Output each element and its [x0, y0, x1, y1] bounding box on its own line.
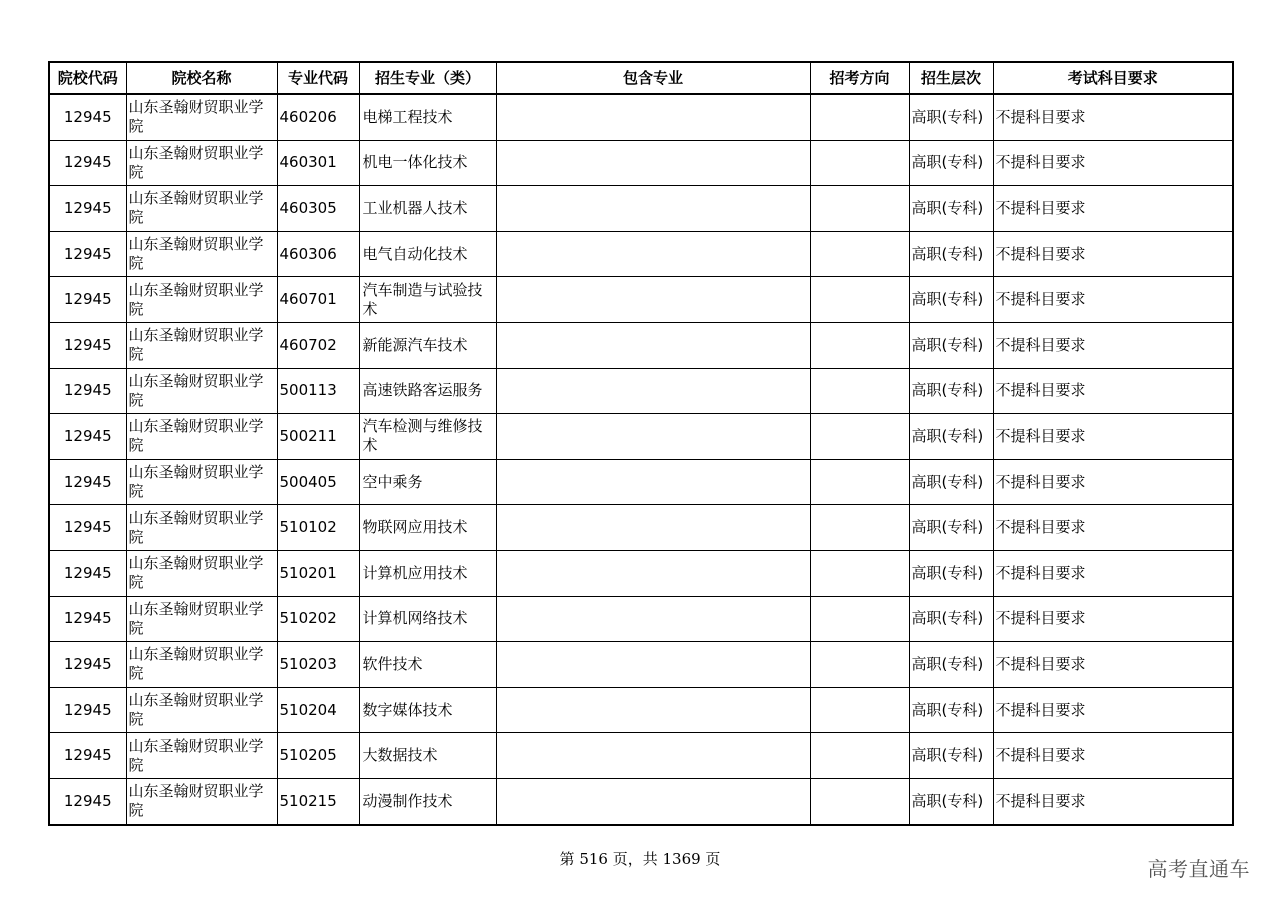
cell-level: 高职(专科) [909, 231, 993, 277]
cell-level: 高职(专科) [909, 94, 993, 140]
cell-level: 高职(专科) [909, 368, 993, 414]
cell-included-majors [496, 94, 810, 140]
cell-included-majors [496, 414, 810, 460]
cell-school-name: 山东圣翰财贸职业学院 [126, 733, 277, 779]
cell-major-code: 460206 [277, 94, 359, 140]
cell-major-code: 500113 [277, 368, 359, 414]
cell-level: 高职(专科) [909, 322, 993, 368]
cell-subject-requirement: 不提科目要求 [993, 550, 1233, 596]
table-row [49, 368, 1233, 414]
cell-school-name: 山东圣翰财贸职业学院 [126, 186, 277, 232]
cell-included-majors [496, 642, 810, 688]
page-number: 第 516 页，共 1369 页 [559, 850, 721, 868]
table-row [49, 642, 1233, 688]
cell-subject-requirement: 不提科目要求 [993, 231, 1233, 277]
cell-level: 高职(专科) [909, 687, 993, 733]
cell-direction [810, 733, 909, 779]
cell-school-name: 山东圣翰财贸职业学院 [126, 596, 277, 642]
cell-school-code: 12945 [49, 231, 126, 277]
watermark-text: 高考直通车 [1147, 857, 1250, 881]
cell-direction [810, 459, 909, 505]
table-row [49, 231, 1233, 277]
table-row [49, 505, 1233, 551]
table-header-row [49, 62, 1233, 94]
cell-school-code: 12945 [49, 277, 126, 323]
cell-subject-requirement: 不提科目要求 [993, 687, 1233, 733]
cell-school-name: 山东圣翰财贸职业学院 [126, 277, 277, 323]
header-direction: 招考方向 [810, 62, 909, 94]
cell-major-code: 510203 [277, 642, 359, 688]
cell-level: 高职(专科) [909, 642, 993, 688]
cell-school-code: 12945 [49, 322, 126, 368]
table-row [49, 414, 1233, 460]
cell-major: 数字媒体技术 [359, 687, 496, 733]
cell-level: 高职(专科) [909, 414, 993, 460]
cell-major: 机电一体化技术 [359, 140, 496, 186]
cell-school-name: 山东圣翰财贸职业学院 [126, 642, 277, 688]
cell-level: 高职(专科) [909, 778, 993, 824]
header-included-majors: 包含专业 [496, 62, 810, 94]
cell-subject-requirement: 不提科目要求 [993, 459, 1233, 505]
cell-included-majors [496, 140, 810, 186]
cell-direction [810, 322, 909, 368]
table-row [49, 687, 1233, 733]
table-row [49, 94, 1233, 140]
cell-direction [810, 414, 909, 460]
cell-school-code: 12945 [49, 140, 126, 186]
cell-school-code: 12945 [49, 778, 126, 824]
cell-major: 汽车制造与试验技术 [359, 277, 496, 323]
cell-included-majors [496, 368, 810, 414]
header-school-code: 院校代码 [49, 62, 126, 94]
table-row [49, 733, 1233, 779]
header-school-name: 院校名称 [126, 62, 277, 94]
cell-subject-requirement: 不提科目要求 [993, 414, 1233, 460]
cell-level: 高职(专科) [909, 186, 993, 232]
cell-school-code: 12945 [49, 687, 126, 733]
cell-level: 高职(专科) [909, 733, 993, 779]
cell-major-code: 510205 [277, 733, 359, 779]
cell-subject-requirement: 不提科目要求 [993, 733, 1233, 779]
cell-direction [810, 778, 909, 824]
cell-major: 工业机器人技术 [359, 186, 496, 232]
cell-level: 高职(专科) [909, 550, 993, 596]
cell-major: 大数据技术 [359, 733, 496, 779]
cell-major: 物联网应用技术 [359, 505, 496, 551]
cell-major-code: 510201 [277, 550, 359, 596]
cell-included-majors [496, 186, 810, 232]
cell-school-name: 山东圣翰财贸职业学院 [126, 459, 277, 505]
cell-included-majors [496, 505, 810, 551]
cell-subject-requirement: 不提科目要求 [993, 505, 1233, 551]
cell-direction [810, 550, 909, 596]
cell-direction [810, 94, 909, 140]
cell-school-name: 山东圣翰财贸职业学院 [126, 322, 277, 368]
cell-school-name: 山东圣翰财贸职业学院 [126, 140, 277, 186]
cell-subject-requirement: 不提科目要求 [993, 368, 1233, 414]
cell-included-majors [496, 733, 810, 779]
cell-subject-requirement: 不提科目要求 [993, 322, 1233, 368]
cell-major-code: 460306 [277, 231, 359, 277]
cell-school-name: 山东圣翰财贸职业学院 [126, 778, 277, 824]
cell-school-name: 山东圣翰财贸职业学院 [126, 687, 277, 733]
cell-major: 高速铁路客运服务 [359, 368, 496, 414]
cell-major: 新能源汽车技术 [359, 322, 496, 368]
table-row [49, 140, 1233, 186]
cell-direction [810, 642, 909, 688]
cell-direction [810, 186, 909, 232]
cell-included-majors [496, 687, 810, 733]
cell-major-code: 510102 [277, 505, 359, 551]
cell-major-code: 510215 [277, 778, 359, 824]
cell-major-code: 460305 [277, 186, 359, 232]
cell-subject-requirement: 不提科目要求 [993, 140, 1233, 186]
cell-major-code: 500211 [277, 414, 359, 460]
cell-major: 电梯工程技术 [359, 94, 496, 140]
cell-major: 计算机网络技术 [359, 596, 496, 642]
table-row [49, 277, 1233, 323]
cell-included-majors [496, 778, 810, 824]
cell-direction [810, 596, 909, 642]
cell-school-code: 12945 [49, 186, 126, 232]
cell-level: 高职(专科) [909, 505, 993, 551]
cell-school-name: 山东圣翰财贸职业学院 [126, 231, 277, 277]
cell-school-code: 12945 [49, 550, 126, 596]
cell-school-code: 12945 [49, 505, 126, 551]
cell-subject-requirement: 不提科目要求 [993, 94, 1233, 140]
cell-school-code: 12945 [49, 414, 126, 460]
cell-major-code: 510204 [277, 687, 359, 733]
cell-school-code: 12945 [49, 642, 126, 688]
header-level: 招生层次 [909, 62, 993, 94]
cell-level: 高职(专科) [909, 596, 993, 642]
table-row [49, 550, 1233, 596]
cell-major: 汽车检测与维修技术 [359, 414, 496, 460]
cell-included-majors [496, 596, 810, 642]
header-subject-requirement: 考试科目要求 [993, 62, 1233, 94]
table-row [49, 186, 1233, 232]
cell-school-code: 12945 [49, 733, 126, 779]
cell-level: 高职(专科) [909, 140, 993, 186]
cell-direction [810, 368, 909, 414]
cell-included-majors [496, 322, 810, 368]
cell-subject-requirement: 不提科目要求 [993, 642, 1233, 688]
table-body [49, 94, 1233, 825]
cell-direction [810, 505, 909, 551]
cell-major-code: 460701 [277, 277, 359, 323]
cell-direction [810, 277, 909, 323]
enrollment-table [48, 61, 1234, 826]
cell-school-name: 山东圣翰财贸职业学院 [126, 550, 277, 596]
table-row [49, 778, 1233, 824]
cell-major: 空中乘务 [359, 459, 496, 505]
cell-direction [810, 231, 909, 277]
cell-school-code: 12945 [49, 459, 126, 505]
cell-major: 动漫制作技术 [359, 778, 496, 824]
table-row [49, 322, 1233, 368]
table-row [49, 459, 1233, 505]
cell-school-name: 山东圣翰财贸职业学院 [126, 505, 277, 551]
cell-included-majors [496, 231, 810, 277]
header-major: 招生专业（类） [359, 62, 496, 94]
table-row [49, 596, 1233, 642]
cell-school-name: 山东圣翰财贸职业学院 [126, 368, 277, 414]
cell-level: 高职(专科) [909, 277, 993, 323]
cell-included-majors [496, 277, 810, 323]
cell-direction [810, 140, 909, 186]
cell-major-code: 460702 [277, 322, 359, 368]
cell-level: 高职(专科) [909, 459, 993, 505]
cell-major-code: 500405 [277, 459, 359, 505]
cell-subject-requirement: 不提科目要求 [993, 277, 1233, 323]
cell-major: 软件技术 [359, 642, 496, 688]
header-major-code: 专业代码 [277, 62, 359, 94]
cell-major: 计算机应用技术 [359, 550, 496, 596]
cell-subject-requirement: 不提科目要求 [993, 596, 1233, 642]
cell-major-code: 460301 [277, 140, 359, 186]
cell-direction [810, 687, 909, 733]
cell-school-code: 12945 [49, 596, 126, 642]
cell-major: 电气自动化技术 [359, 231, 496, 277]
cell-school-name: 山东圣翰财贸职业学院 [126, 414, 277, 460]
cell-major-code: 510202 [277, 596, 359, 642]
cell-school-code: 12945 [49, 368, 126, 414]
cell-school-name: 山东圣翰财贸职业学院 [126, 94, 277, 140]
cell-included-majors [496, 459, 810, 505]
cell-included-majors [496, 550, 810, 596]
cell-school-code: 12945 [49, 94, 126, 140]
cell-subject-requirement: 不提科目要求 [993, 186, 1233, 232]
cell-subject-requirement: 不提科目要求 [993, 778, 1233, 824]
